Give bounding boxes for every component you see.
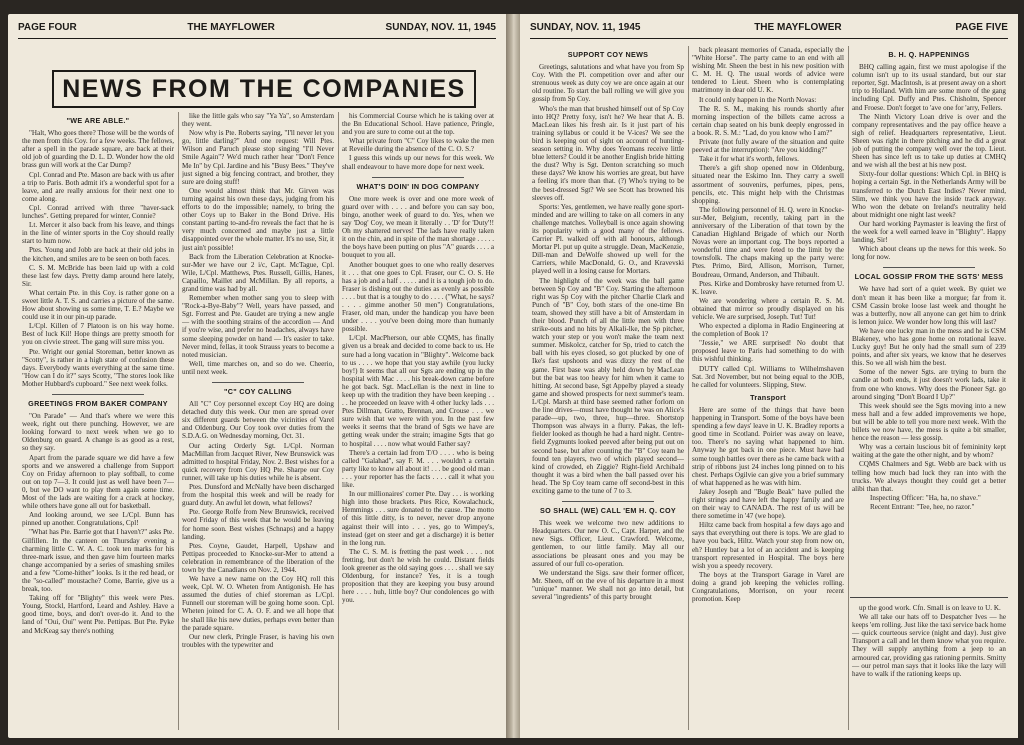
paragraph: The boys at the Transport Garage in Varel are doing a grand job keeping the vehicles rolling. Congratulations, Morrison, on your recent promotion. Keep xyxy=(692,570,844,604)
headline: "C" COY CALLING xyxy=(224,387,292,396)
paragraph: We have a new name on the Coy HQ roll this week, Cpl. W. O. Wheten from Antigonish. He has assumed the duties of chief storeman as L/Cpl. Funnell our storeman will be going home soon. Cpl. Wheten joined for C. A. O. F. and we all hope that he shall like his new duties, perhaps even better than the parade square. xyxy=(182,575,334,632)
running-head-right xyxy=(530,22,1008,36)
paragraph: Which about cleans up the news for this week. So long for now. xyxy=(852,245,1006,262)
paragraph: I guess this winds up our news for this week. We shall endeavour to have more dope for next week. xyxy=(342,154,494,171)
issue-date: SUNDAY, NOV. 11, 1945 xyxy=(530,22,641,33)
paragraph: There's a certain lad from T/O . . . . who is being called "Galahad", say F. M. . . . wouldn't a certain party like to know all about it! . . . be good old man . . . . your reporter has the facts . . . . call it what you like. xyxy=(342,448,494,490)
paragraph: The highlight of the week was the ball game between Sp Coy and "B" Coy. Starting the afternoon right was Sp Coy with the pitcher Charlie Clark and Punch of "B" Coy, both stars of the one-time Bn team, showed they still have a bit of Amsterdam in their blood. Punch of all the little men with three strike-outs and no hits by Alkali-lke, the Sp pitcher, watch your step or you won't make the team next summer. Miskolcz, catcher for Sp, tried to catch the ball with his eyes closed, so got plucked by one of Ike's fast upshoots and was dizzy the rest of the game. First base was ably held down by MacLean but the bat was too heavy for him when it came to hitting. At second base, Sgt Appelby played a steady game and showed prospects for next summer's team. L/Cpl. Marsh at third base seemed rather forlorn on the line drives—must have thought he was on Alice's parade—up, two, three, hup—three. Shortstop Thompson was always in a flurry. Pakas, the left-fielder looked as though he had a hard night. Centre-field Zygmunts looked peeved after being put out on second base, but after counting the "B" Coy team he found ten players, two of which played second—kind of crowded, eh Ziggie? Right-field Archibald thought it was a bird when the ball passed over his head. The Sp Coy team came off second-best in this exciting game to the tune of 7 to 3. xyxy=(532,276,684,495)
paragraph: his Commercial Course which he is taking over at the Bn Educational School. Have patience, Pringle, and you are sure to come out at the top. xyxy=(342,112,494,137)
quote-line: Inspecting Officer: "Ha, ha, no shave." xyxy=(870,493,981,502)
paragraph: Our hard working Paymaster is leaving the first of the week for a well earned leave in "Blighty". Happy landing, Sir! xyxy=(852,219,1006,245)
paragraph: like the little gals who say "Ya Ya", so Amsterdam they went. xyxy=(182,112,334,129)
header-rule xyxy=(18,38,496,39)
paragraph: The Ninth Victory Loan drive is over and the company representatives and the pay office heave a sigh of relief. Headquarters representative, Lieut. Sheen was right in there pitching and he did a great job of putting the company well over the top. Lieut. Sheen has since left us to take up duties at CMHQ and we wish all the best at his new post. xyxy=(852,112,1006,170)
column-rule xyxy=(338,112,339,730)
paragraph: Sports: Yes, gentlemen, we have really gone sport-minded and are willing to take on all comers in any challenge matches. Volleyball is once again showing its popularity with a good many of the fellows. Carrier Pl. walked off with all honours, although Mortar Pl. put up quite a struggle. Dean, MacKenzie, Dill-man and DeWolfe showed up well for the Carriers, while MacDonald, G. O., and Kravevski played well in a losing cause for Mortars. xyxy=(532,202,684,276)
divider xyxy=(52,394,143,395)
banner-title: NEWS FROM THE COMPANIES xyxy=(62,74,466,103)
paragraph: We understand the Sigs. saw their former officer, Mr. Sheen, off on the eve of his departure in a most "unique" manner. We shall not go into detail, but several "ingredients" of this party brought xyxy=(532,568,684,601)
paragraph: Who's the man that brushed himself out of Sp Coy into HQ? Pretty foxy, isn't he? We hear that A. B. MacLean likes his fresh air. Is it just part of his training syllabus or could it be V-ices? We see the bird is keeping out of sight on account of hunting-season setting in. Why does Yeomans receive little blue letters? Could it be another English bride hitting the dust? Why is Sgt. Denton scratching so much these days? We know his worries are great, but have a feeling it's more than that. (?) Who's trying to be the best-dressed Sgt? We see Scott has browned his sleeves off. xyxy=(532,104,684,202)
column-2 xyxy=(182,112,334,732)
headline: LOCAL GOSSIP FROM THE SGTS' MESS xyxy=(854,272,1004,282)
headline: Transport xyxy=(750,392,786,402)
paragraph: And looking around, we see L/Cpl. Bunn has pinned up another. Congratulations, Cpl! xyxy=(22,511,174,528)
paragraph: We have had sort of a quiet week. By quiet we don't mean it has been like a morgue; far from it. CSM Cassin broke loose last week and thought he was a butterfly, now all anyone can get him to drink is lemon juice. We wonder how long this will last? xyxy=(852,285,1006,326)
paragraph: The C. S. M. is fretting the past week . . . . not fretting, but don't he wish he could. Distant fields look greener as the old saying goes . . . . shall we say Oldenburg, for instance? Yes, it is a tough proposition that they are keeping you busy around here . . . . huh, little boy? Our condolences go with you. xyxy=(342,547,494,605)
column-4 xyxy=(532,46,684,732)
paragraph: Taking off for "Blighty" this week were Ptes. Young, Stockl, Hartford, Leard and Ashley. Have a good time, boys, and don't over-do it. And to the land of "Oui, Oui" went Pte. Pettipas. But Pte. Pyke and McKeag say there's nothing xyxy=(22,594,174,635)
paragraph: "On Parade" — And that's where we were this week, right out there punching. However, we are looking forward to next week when we go to Oldenburg on guard. A change is as good as a rest, so they say. xyxy=(22,412,174,453)
paragraph: Another bouquet goes to one who really deserves it . . . that one goes to Cpl. Fraser, our C. O. S. He has a job and a half . . . . . and it is a tough job to do. Fraser is dishing out the duties as evenly as possible . . . . but that is a toughy to do . . . . ("What, he says? . . . . gimme another 50 men") Congratulations, Fraser, old man, under the handicap you have been under . . . . you've been doing more than humanly possible. xyxy=(342,260,494,334)
continuation-rule xyxy=(850,597,1008,598)
paragraph: Greetings, salutations and what have you from Sp Coy. With the Pl. competition over and after our strenuous week as duty coy we are once again at our old routine. To start the ball rolling we will give you gossip from Sp Coy. xyxy=(532,63,684,104)
paragraph: BHQ calling again, first we must apologise if the column isn't up to its usual standard, but our star reporter, Sgt. MacIntosh, is at present away on a short trip to Holland. With him are some more of the gang including Cpl. Duffy and Ptes. Chisholm, Spencer and Froese. Don't forget to 'ave one for 'arry, Fellers. xyxy=(852,63,1006,112)
column-rule xyxy=(178,112,179,730)
headline: "WE ARE ABLE." xyxy=(66,116,130,125)
divider xyxy=(883,267,975,268)
paragraph: Private (not fully aware of the situation and quite peeved at the interruption): "Are you kidding?" xyxy=(692,138,844,155)
paragraph: Sixty-four dollar questions: Which Cpl. in BHQ is hoping a certain Sgt. in the Netherlands Army will be transferred to the Dutch East Indies? Never mind, Slim, we think you have the inside track anyway. Who won the debate on Ireland's neutrality held about midnight one night last week? xyxy=(852,170,1006,219)
column-5 xyxy=(692,46,844,732)
page-gutter xyxy=(506,14,520,738)
page-number-label: PAGE FIVE xyxy=(955,22,1008,33)
paragraph: We have one lucky man in the mess and he is CSM Blakeney, who has gone home on rotational leave. Lucky guy! But he only had the small sum of 239 points, and after six years, we know that he deserves this. So we all wish him the best. xyxy=(852,326,1006,368)
page-four xyxy=(8,14,506,738)
paragraph: L/Cpl. Killen of 7 Platoon is on his way home. Best of luck Kil! Hope things are pretty smooth for you on civvie street. The gang will sure miss you. xyxy=(22,322,174,347)
paragraph: Our acting Orderly Sgt. L/Cpl. Norman MacMillan from Jacquet River, New Brunswick was admitted to hospital Friday, Nov. 2. Best wishes for a quick recovery from Coy HQ Pte. Sharpe our Coy runner, will take up his duties while he is absent. xyxy=(182,441,334,482)
divider xyxy=(562,501,653,502)
paragraph: CQMS Chalmers and Sgt. Webb are back with us telling how much bad luck they ran into with the trucks. We always thought they could get a better alibi than that. xyxy=(852,460,1006,493)
paragraph: What certain Pte. in this Coy. is rather gone on a sweet little A. T. S. and carries a picture of the same. How about showing us some time, T. E.? Maybe we could use it in our pin-up parade. xyxy=(22,288,174,322)
paragraph: Hiltz came back from hospital a few days ago and says that everything out there is tops. We are glad to have you back, Hiltz. Watch your step from now on, eh? Huntley bat a lot of an accident and is keeping transport represented in Hospital. The boys here wish you a speedy recovery. xyxy=(692,521,844,570)
column-7-continuation xyxy=(852,604,1006,732)
paragraph: Jakey Joseph and "Bugle Beak" have pulled the right strings and have left the happy family and are on their way to CANADA. The rest of us will be there sometime in '47 (we hope). xyxy=(692,487,844,521)
paragraph: One would almost think that Mr. Girven was turning against his own these days, judging from his efforts to do the impossible; namely, to bring the other Coys up to Baker in the Bond Drive. His constant parting to-and-fro reveals the fact that he is very much concerned and maybe just a little disappointed over the whole matter. It's no use, Sir, it just ain't possible! xyxy=(182,186,334,252)
running-head-left xyxy=(18,22,496,36)
paragraph: "Halt, Who goes there? Those will be the words of the men from this Coy. for a few weeks. The fellows, after a spell in the parade square, are back at their old job of guarding the D. L. D. Wonder how the old brass gun will work at the Car Dump? xyxy=(22,129,174,170)
paragraph: "Jessie," we ARE surprised! No doubt that proposed leave to Paris had something to do with this wishful thinking. xyxy=(692,339,844,364)
headline: SUPPORT COY NEWS xyxy=(567,50,649,59)
paragraph: Ptes. Dunsford and McNally have been discharged from the hospital this week and will be ready for guard duty. An awful let down, what fellows? xyxy=(182,483,334,508)
paragraph: The R. S. M., making his rounds shortly after morning inspection of the billets came across a certain chap seated on his bunk deeply engrossed in a book. R. S. M.: "Lad, do you know who I am?" xyxy=(692,104,844,137)
paragraph: Ptes. Kirke and Dombrosky have returned from U. K. leave. xyxy=(692,279,844,296)
paragraph: We are wondering where a certain R. S. M. obtained that mirror so proudly displayed on his vehicle. We are surprised, Joseph. Tut! Tut! xyxy=(692,296,844,321)
paragraph: C. S. M. McBride has been laid up with a cold these last few days. Pretty damp around here lately, Sir. xyxy=(22,263,174,288)
paragraph: Back from the Liberation Celebration at Knocke-sur-Mer we have our 2 i/c, Capt. McTague, Cpl. Wile, L/Cpl. Matthews, Ptes. Russell, Gillis, Hanes, Capaillo, Maillet and McMillan. By all reports, a grand time was had by all. xyxy=(182,252,334,293)
paragraph: Lt. Mercer it also back from his leave, and things in the line of winter sports in the Coy should really start to hum now. xyxy=(22,221,174,246)
headline: WHAT'S DOIN' IN DOG COMPANY xyxy=(356,181,480,191)
column-rule xyxy=(848,46,849,730)
paragraph: Take it for what it's worth, fellows. xyxy=(699,155,799,164)
paragraph: Ptes. Coyne, Gaudet, Harpell, Upshaw and Pettipas proceeded to Knocke-sur-Mer to attend a celebration in remembrance of the liberation of the town by the Canadians on Nov. 2, 1944. xyxy=(182,541,334,574)
paragraph: Well, time marches on, and so do we. Cheerio, until next week. xyxy=(182,359,334,376)
divider xyxy=(372,177,463,178)
paragraph: Some of the newer Sgts. are trying to burn the candle at both ends, it just doesn't work lads, take it from one who knows. Why does the Pioneer Sgt. go around singing "Don't Board I Up?" xyxy=(852,368,1006,401)
paragraph: The following personnel of H. Q. were in Knocke-sur-Mer, Belgium, recently, taking part in the anniversary of the Liberation of that town by the Canadian Highland Brigade of which our North Novas were an important cog. The boys reported a wonderful time and were feted to the limit by the townsfolk. The chaps making up the party were: Ptes. Primo, Bird, Allison, Morrison, Turner, Boudreau, Ormand, Anderson, and Thibault. xyxy=(692,205,844,279)
column-rule xyxy=(688,46,689,730)
publication-title: THE MAYFLOWER xyxy=(187,22,275,33)
page-number-label: PAGE FOUR xyxy=(18,22,77,33)
headline: GREETINGS FROM BAKER COMPANY xyxy=(28,399,168,408)
paragraph: Here are some of the things that have been happening in Transport. Some of the boys have been spending a few days' leave in U. K. Bradley reports a good time in Scotland. Poirier was away on leave, too. There's no saying what happened to him. Anyway he got back in one piece. Must have had some tough battles over there as he came back with a strip of ribbons just 24 inches long pinned on to his chest. Perhaps Ogilvie can give you a brief summary of what happened as he was with him. xyxy=(692,405,844,487)
section-banner xyxy=(52,70,476,108)
headline: SO SHALL (WE) CALL 'EM H. Q. COY xyxy=(539,506,677,516)
paragraph: Now why is Pte. Roberts saying, "I'll never let you go, little darling?" And one request: Will Ptes. Wilson and Paruch please stop singing "I'll Never Smile Again"? We'd much rather hear "Don't Fence Me In" by Cpl. Jardine and his "Busy Bees." They've just signed a big fencing contract, and brother, they sure are doing stuff! xyxy=(182,129,334,186)
paragraph: There's a gift shop opened now in Oldenburg, situated near the Eskimo Inn. They carry a swell assortment of souvenirs, perfumes, pipes, pens, pencils, etc. This might help with the Christmas shopping. xyxy=(692,164,844,205)
paragraph: DUTY called Cpl. Williams to Wilhelmshaven Sat. 3rd November, but not being equal to the JOB, he called for volunteers. Slipping, Stew. xyxy=(692,364,844,389)
paragraph: Our new clerk, Pringle Fraser, is having his own troubles with the typewriter and xyxy=(182,632,334,649)
paragraph: Why was a certain luscious bit of femininity kept waiting at the gate the other night, and by whom? xyxy=(852,443,1006,460)
paragraph: This week we welcome two new additions to Headquarters. Our new O. C., Capt. Harper, and the new Sigs. Officer, Lieut. Crawford. Welcome, gentlemen, to our little family. May all our associations be pleasant ones and you may be assured of our full co-operation. xyxy=(532,519,684,568)
paragraph: Who expected a diploma in Radio Engineering at the completion of Book 1? xyxy=(692,322,844,339)
paragraph: Pte. Wright our genial Storeman, better known as "Scotty", is rather in a high state of confusion these days. Everybody wants everything at the same time. "How can I do it?" says Scotty, "The stores look like Mother Hubbard's cupboard." See next week folks. xyxy=(22,347,174,388)
header-rule xyxy=(530,38,1008,39)
paragraph: Apart from the parade square we did have a few sports and we answered a challenge from Support Coy on Friday afternoon to play softball, to come out on top 7—3. It could just as well have been 7—0, but we DO want to play them again some time. Most of the lads are waiting for a crack at hockey, while others have gone all out for basketball. xyxy=(22,453,174,511)
paragraph: up the good work. Cfn. Small is on leave to U. K. xyxy=(859,604,1001,612)
paragraph: We all take our hats off to Despatcher Ives — he keeps 'em rolling. Just like the taxi service back home — quick courteous service (night and day). Just give Transport a call and let them know what you require. They will supply anything from a jeep to an armoured car, providing gas rationing permits. Smitty — our petrol man says that it looks like the lazy will have to walk if the rationing keeps up. xyxy=(852,613,1006,678)
page-five xyxy=(520,14,1018,738)
quote-line: Recent Entrant: "Tee, hee, no razor." xyxy=(870,502,975,511)
paragraph: It could only happen in the North Novas: xyxy=(699,95,817,104)
paragraph: Ptes. Young and Jobb are back at their old jobs in the kitchen, and smiles are to be seen on both faces. xyxy=(22,246,174,263)
column-6 xyxy=(852,46,1006,594)
issue-date: SUNDAY, NOV. 11, 1945 xyxy=(385,22,496,33)
paragraph: This week should see the Sgts moving into a new mess hall and a few added improvements we hope, but will be able to tell you more next week. With the billets we now have, the mess is quite a bit smaller, hence the reason — less gossip. xyxy=(852,401,1006,443)
divider xyxy=(212,382,303,383)
paragraph: In our millionaires' corner Pte. Day . . . is working high into those brackets. Ptes Rice, Kowalachuck, Hemmings . . . sure donated to the cause. The motto of this little ditty, is to never, never drop anyone against their will into . . . yes, go to Wimpey's, instead (get on steer and get a discharge) it is better in the long run. xyxy=(342,490,494,547)
headline: B. H. Q. HAPPENINGS xyxy=(888,50,970,59)
paragraph: Cpl. Conrad arrived with three "haver-sack lunches". Getting prepared for winter, Connie? xyxy=(22,203,174,221)
paragraph: One more week is over and one more week of guard over with . . . . and before you can say boo, bingo, another week of guard to do. Yes, when we say 'Dog' Coy, we mean it literally . . 'D' for 'Duty'!! Oh my shattered nerves! The lads have really taken it on the chin, and in spite of the man shortage . . . . . the boys have been putting on plus "A" guards . . . . a bouquet to you all. xyxy=(342,194,494,260)
column-3 xyxy=(342,112,494,732)
paragraph: Remember when mother sang you to sleep with "Rock-a-Bye-Baby"? Well, years have passed, and Sgt. Forrest and Pte. Gaudet are trying a new angle — with the soothing strains of the accordion — And if you're wise, and prefer no headaches, always have some sleeping powder on hand — It's easier to take. Never mind, fellas, it took Strauss years to become a noted musician. xyxy=(182,294,334,359)
paragraph: "What has Pte. Barrie got that I haven't?" asks Pte. Gilfillen. In the canteen on Thursday evening a charming little C. W. A. C. took ten marks for his three-mark issue, and then gave him fourteen marks change accompanied by a series of smashing smiles and a few "Come-hither" looks. Is it the red head, or the "so-called" moustache? Come, Barrie, give us a break, too. xyxy=(22,528,174,594)
paragraph: What private from "C" Coy likes to wake the men at Reveille during the absence of the C. O. S.? xyxy=(342,137,494,154)
paragraph: All "C" Coy personnel except Coy HQ are doing detached duty this week. Our men are spread over six different guards between the vicinities of Varel and Oldenburg. Our Coy took over duties from the S.D.A.G. on Wednesday morning, Oct. 31. xyxy=(182,400,334,441)
paragraph: back pleasant memories of Canada, especially the "White Horse". The party came to an end with all wishing Mr. Sheen the best in his new position with C. M. H. Q. The usual words of advice were tendered to Lieut. Sheen who is contemplating matrimony in dear old U. K. xyxy=(692,46,844,95)
column-1 xyxy=(22,112,174,732)
paragraph: Pte. George Rolfe from New Brunswick, received word Friday of this week that he would be leaving for home soon. Best wishes (Schnaps) and a happy landing. xyxy=(182,508,334,541)
publication-title: THE MAYFLOWER xyxy=(754,22,842,33)
paragraph: Cpl. Conrad and Pte. Mason are back with us after a trip to Paris. Both admit it's a wonderful spot for a leave, and are really anxious for their next one to come along. xyxy=(22,170,174,203)
paragraph: L/Cpl. MacPherson, our able CQMS, has finally given us a break and decided to come back to us. He sure had a long vacation in "Blighty". Welcome back to us . . . . we hope that you stay awhile (you lucky boy!) It seems that all our Sgts are ending up in the hospital with Mac . . . . his break-down came before he got back. Sgt. MacLellan is the next in line to keep up with the tradition they have been keeping . . . . he proceeded on leave with 4 other lucky lads . . . Ptes Dillman, Gratto, Brennan, and Crouse . . . we sure wish that we were with you. In the past few weeks it seems that the brand of Sgts we have are getting weak under the strain; imagine Sgts that go to hospital . . . . now what would Father say? xyxy=(342,334,494,448)
